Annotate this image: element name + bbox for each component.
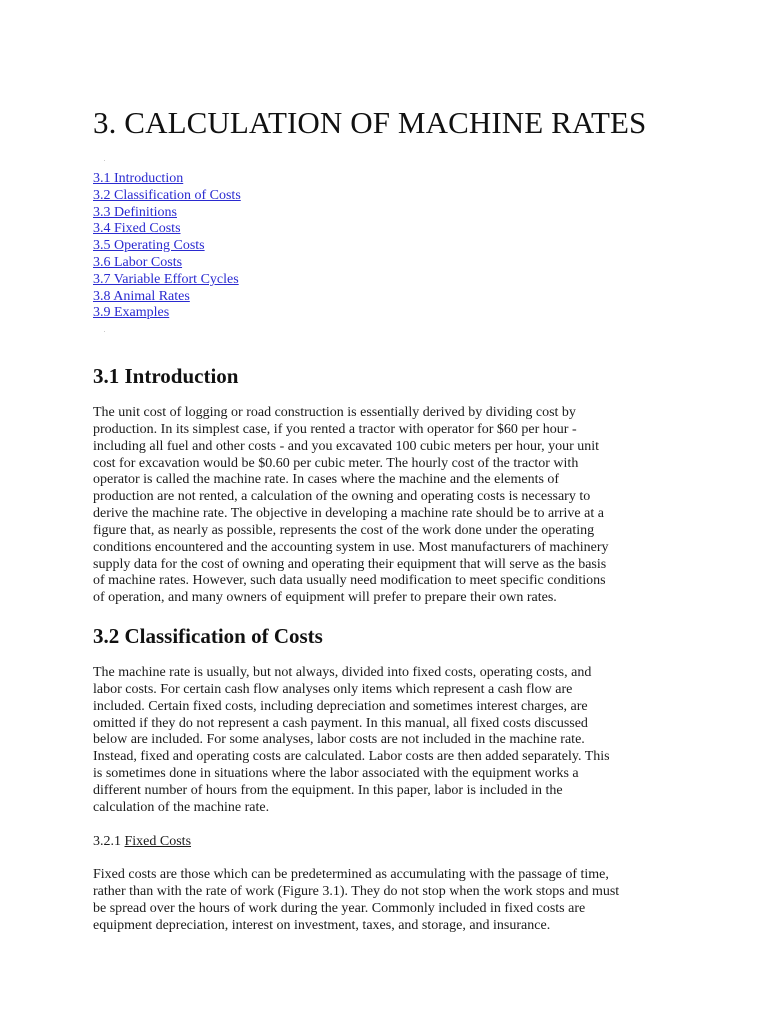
paragraph-line: conditions encountered and the accounting system in use. Most manufacturers of machinery bbox=[93, 539, 609, 555]
toc-link-examples[interactable]: 3.9 Examples bbox=[93, 305, 170, 321]
toc-link-definitions[interactable]: 3.3 Definitions bbox=[93, 204, 177, 220]
toc-item bbox=[93, 221, 241, 238]
toc-item bbox=[93, 289, 241, 306]
paragraph-line: supply data for the cost of owning and operating their equipment that will serve as the basis bbox=[93, 556, 607, 572]
paragraph-line: of machine rates. However, such data usually need modification to meet specific conditions bbox=[93, 573, 606, 589]
toc-item bbox=[93, 272, 241, 289]
table-of-contents bbox=[93, 171, 241, 322]
toc-link-classification-of-costs[interactable]: 3.2 Classification of Costs bbox=[93, 187, 241, 203]
paragraph-line: production are not rented, a calculation of the owning and operating costs is necessary to bbox=[93, 489, 591, 505]
toc-item bbox=[93, 205, 241, 222]
paragraph-line: derive the machine rate. The objective in developing a machine rate should be to arrive at a bbox=[93, 506, 604, 522]
paragraph-line: including all fuel and other costs - and you excavated 100 cubic meters per hour, your unit bbox=[93, 438, 600, 454]
section-heading-classification-of-costs: 3.2 Classification of Costs bbox=[93, 624, 323, 648]
toc-item bbox=[93, 305, 241, 322]
page-title: 3. CALCULATION OF MACHINE RATES bbox=[93, 105, 647, 140]
section-heading-introduction: 3.1 Introduction bbox=[93, 364, 239, 388]
paragraph-line: labor costs. For certain cash flow analyses only items which represent a cash flow are bbox=[93, 681, 573, 697]
introduction-paragraph bbox=[93, 405, 683, 607]
classification-paragraph bbox=[93, 665, 683, 817]
paragraph-line: be spread over the hours of work during the year. Commonly included in fixed costs are bbox=[93, 900, 586, 916]
paragraph-line: Instead, fixed and operating costs are calculated. Labor costs are then added separately. This bbox=[93, 749, 610, 765]
paragraph-line: The machine rate is usually, but not always, divided into fixed costs, operating costs, and bbox=[93, 665, 592, 680]
toc-item bbox=[93, 238, 241, 255]
toc-link-fixed-costs[interactable]: 3.4 Fixed Costs bbox=[93, 221, 181, 237]
paragraph-line: is sometimes done in situations where the labor associated with the equipment works a bbox=[93, 766, 579, 782]
fixed-costs-paragraph bbox=[93, 867, 683, 934]
subsection-number: 3.2.1 bbox=[93, 834, 121, 849]
paragraph-line: below are included. For some analyses, labor costs are not included in the machine rate. bbox=[93, 732, 585, 748]
toc-link-operating-costs[interactable]: 3.5 Operating Costs bbox=[93, 238, 205, 254]
paragraph-line: of operation, and many owners of equipment will prefer to prepare their own rates. bbox=[93, 590, 557, 606]
paragraph-line: operator is called the machine rate. In cases where the machine and the elements of bbox=[93, 472, 560, 488]
subsection-heading-fixed-costs bbox=[93, 833, 191, 850]
separator-mark bbox=[104, 160, 105, 161]
paragraph-line: equipment depreciation, interest on investment, taxes, and storage, and insurance. bbox=[93, 917, 551, 933]
paragraph-line: rather than with the rate of work (Figure 3.1). They do not stop when the work stops and must bbox=[93, 883, 620, 899]
section-introduction bbox=[93, 363, 683, 607]
toc-link-variable-effort-cycles[interactable]: 3.7 Variable Effort Cycles bbox=[93, 271, 239, 287]
toc-item bbox=[93, 188, 241, 205]
section-fixed-costs-body bbox=[93, 867, 683, 934]
paragraph-line: figure that, as nearly as possible, represents the cost of the work done under the operating bbox=[93, 522, 595, 538]
subsection-title: Fixed Costs bbox=[124, 834, 192, 849]
separator-mark bbox=[104, 331, 105, 332]
paragraph-line: Fixed costs are those which can be predetermined as accumulating with the passage of time, bbox=[93, 867, 609, 882]
paragraph-line: calculation of the machine rate. bbox=[93, 799, 270, 815]
toc-item bbox=[93, 255, 241, 272]
toc-item bbox=[93, 171, 241, 188]
toc-link-introduction[interactable]: 3.1 Introduction bbox=[93, 171, 184, 186]
paragraph-line: production. In its simplest case, if you rented a tractor with operator for $60 per hour - bbox=[93, 421, 577, 437]
paragraph-line: The unit cost of logging or road construction is essentially derived by dividing cost by bbox=[93, 405, 576, 420]
paragraph-line: different number of hours from the equipment. In this paper, labor is included in the bbox=[93, 782, 563, 798]
paragraph-line: cost for excavation would be $0.60 per cubic meter. The hourly cost of the tractor with bbox=[93, 455, 579, 471]
paragraph-line: omitted if they do not represent a cash payment. In this manual, all fixed costs discussed bbox=[93, 715, 588, 731]
toc-link-animal-rates[interactable]: 3.8 Animal Rates bbox=[93, 288, 190, 304]
toc-link-labor-costs[interactable]: 3.6 Labor Costs bbox=[93, 254, 183, 270]
paragraph-line: included. Certain fixed costs, including depreciation and sometimes interest charges, are bbox=[93, 698, 588, 714]
section-classification-of-costs bbox=[93, 623, 683, 817]
